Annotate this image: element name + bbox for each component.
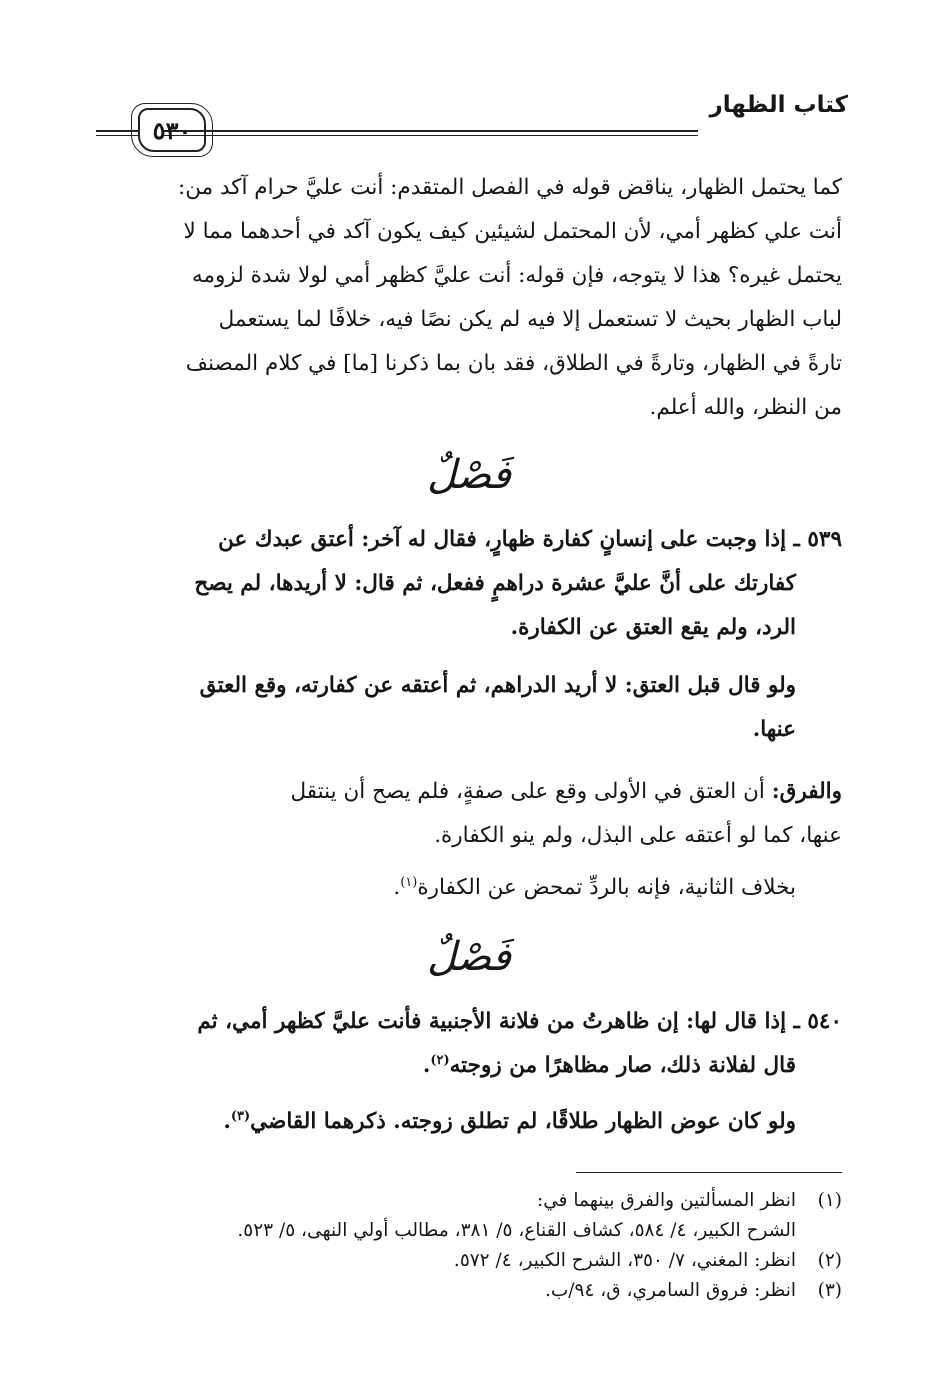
- footnote-ref: (١): [400, 874, 418, 890]
- rule-number: ٥٤٠ ـ: [793, 1009, 842, 1034]
- rule-539: [98, 518, 842, 650]
- text-line: [98, 1000, 842, 1044]
- footnote-text: الشرح الكبير، ٤/ ٥٨٤، كشاف القناع، ٥/ ٣٨١، مطالب أولي النهى، ٥/ ٥٢٣.: [237, 1220, 796, 1241]
- footnote-text: انظر: فروق السامري، ق، ٩٤/ب.: [545, 1280, 796, 1301]
- rule-text: قال لفلانة ذلك، صار مظاهرًا من زوجته: [449, 1053, 796, 1078]
- rule-text: إذا قال لها: إن ظاهرتُ من فلانة الأجنبية فأنت عليَّ كظهر أمي، ثم: [197, 1009, 787, 1034]
- footnote-ref: (٣): [230, 1108, 251, 1124]
- footnote: [98, 1186, 842, 1216]
- case-paragraph: [98, 664, 842, 752]
- difference-text: أن العتق في الأولى وقع على صفةٍ، فلم يصح أن ينتقل: [290, 779, 765, 804]
- footnote-text: انظر المسألتين والفرق بينهما في:: [537, 1190, 796, 1211]
- text-line: كما يحتمل الظهار، يناقض قوله في الفصل المتقدم: أنت عليَّ حرام آكد من:: [177, 175, 842, 200]
- text-line: من النظر، والله أعلم.: [649, 395, 842, 420]
- footnote-key: (٣): [817, 1280, 842, 1301]
- footnote: [98, 1216, 842, 1246]
- footnote-separator: [576, 1172, 842, 1173]
- text-line: عنها، كما لو أعتقه على البذل، ولم ينو الكفارة.: [434, 823, 842, 848]
- text-line: عنها.: [752, 717, 796, 742]
- text-line: ولو كان عوض الظهار طلاقًا، لم تطلق زوجته. ذكرهما القاضي$^{(٣)}$.: [223, 1108, 796, 1134]
- page-number-frame: [138, 108, 206, 152]
- rule-540: [98, 1000, 842, 1088]
- running-header-title: كتاب الظهار: [709, 92, 848, 118]
- footnote: [98, 1246, 842, 1276]
- rule-text: إذا وجبت على إنسانٍ كفارة ظهارٍ، فقال له آخر: أعتق عبدك عن: [218, 527, 787, 552]
- text-line: تارةً في الظهار، وتارةً في الطلاق، فقد بان بما ذكرنا [ما] في كلام المصنف: [185, 351, 842, 376]
- intro-paragraph: [98, 166, 842, 430]
- footnote-text: انظر: المغني، ٧/ ٣٥٠، الشرح الكبير، ٤/ ٥٧٢.: [453, 1250, 796, 1271]
- text-line: بخلاف الثانية، فإنه بالردِّ تمحض عن الكفارة$^{(١)}$.: [393, 874, 796, 900]
- contrast-paragraph: [98, 866, 842, 910]
- text-line: يحتمل غيره؟ هذا لا يتوجه، فإن قوله: أنت عليَّ كظهر أمي لولا شدة لزومه: [191, 263, 842, 288]
- footnote: [98, 1276, 842, 1306]
- difference-label: والفرق:: [771, 779, 842, 804]
- section-heading: فَصْلٌ: [426, 934, 512, 980]
- footnote-ref: (٢): [430, 1052, 450, 1068]
- text-line: [98, 770, 842, 814]
- section-heading: فَصْلٌ: [426, 452, 512, 498]
- header-rule: [162, 130, 698, 132]
- footnote-key: (١): [817, 1190, 842, 1211]
- page-number: ٥٣٠: [152, 115, 192, 145]
- text-line: [98, 518, 842, 562]
- text-line: أنت علي كظهر أمي، لأن المحتمل لشيئين كيف يكون آكد في أحدهما مما لا: [183, 219, 842, 244]
- text-line: قال لفلانة ذلك، صار مظاهرًا من زوجته$^{(٢)}$.: [422, 1052, 796, 1078]
- text-line: كفارتك على أنَّ عليَّ عشرة دراهمٍ ففعل، ثم قال: لا أريدها، لم يصح: [194, 571, 796, 596]
- footnotes: [98, 1186, 842, 1306]
- text-line: الرد، ولم يقع العتق عن الكفارة.: [510, 615, 796, 640]
- contrast-text: بخلاف الثانية، فإنه بالردِّ تمحض عن الكفارة: [417, 875, 796, 900]
- header-rule: [162, 135, 698, 136]
- rule-number: ٥٣٩ ـ: [793, 527, 842, 552]
- text-line: ولو قال قبل العتق: لا أريد الدراهم، ثم أعتقه عن كفارته، وقع العتق: [199, 673, 796, 698]
- case-text: ولو كان عوض الظهار طلاقًا، لم تطلق زوجته. ذكرهما القاضي: [250, 1109, 796, 1134]
- footnote-key: (٢): [817, 1250, 842, 1271]
- case-paragraph: [98, 1100, 842, 1144]
- text-line: لباب الظهار بحيث لا تستعمل إلا فيه لم يكن نصًا فيه، خلافًا لما يستعمل: [218, 307, 842, 332]
- difference-paragraph: [98, 770, 842, 858]
